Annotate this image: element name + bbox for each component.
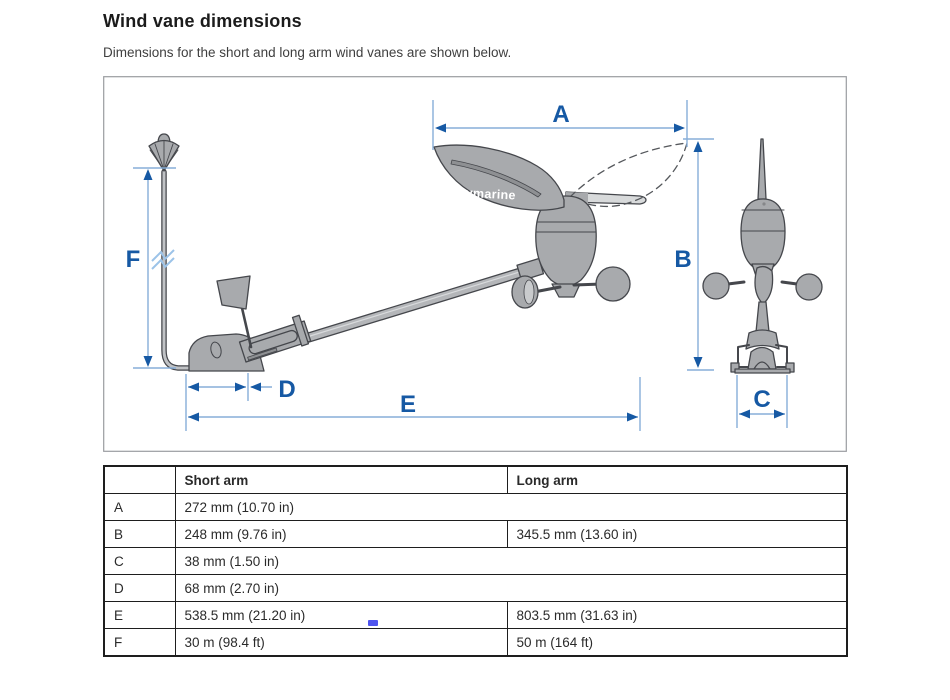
- dimension-label-a: A: [552, 101, 570, 128]
- dimension-label-f: F: [125, 246, 141, 273]
- row-letter: A: [104, 494, 175, 521]
- dimension-label-c: C: [753, 386, 771, 413]
- table-row: [104, 521, 847, 548]
- dimension-label-b: B: [674, 246, 692, 273]
- table-row: [104, 575, 847, 602]
- row-value-long: 345.5 mm (13.60 in): [507, 521, 847, 548]
- page-title: Wind vane dimensions: [103, 11, 302, 31]
- row-letter: C: [104, 548, 175, 575]
- corner-header-cell: [104, 466, 175, 494]
- row-value-short: 538.5 mm (21.20 in): [175, 602, 507, 629]
- row-letter: E: [104, 602, 175, 629]
- table-row: [104, 548, 847, 575]
- table-row: [104, 494, 847, 521]
- wind-vane-diagram: [103, 76, 847, 452]
- table-row: [104, 602, 847, 629]
- column-header-short-arm: Short arm: [175, 466, 507, 494]
- wind-vane-figure: [103, 76, 847, 457]
- table-row: [104, 629, 847, 657]
- row-letter: F: [104, 629, 175, 657]
- dimensions-table: [103, 465, 848, 657]
- table-header-row: [104, 466, 847, 494]
- figure-border: [104, 77, 847, 452]
- row-value: 272 mm (10.70 in): [175, 494, 847, 521]
- row-value: 38 mm (1.50 in): [175, 548, 847, 575]
- row-value-long: 803.5 mm (31.63 in): [507, 602, 847, 629]
- row-value-long: 50 m (164 ft): [507, 629, 847, 657]
- cursor-artifact: [368, 620, 378, 626]
- brand-logo-text: Raymarine: [448, 185, 517, 203]
- row-letter: B: [104, 521, 175, 548]
- dimension-label-d: D: [278, 376, 296, 403]
- dimension-label-e: E: [399, 391, 417, 418]
- row-value-short: 248 mm (9.76 in): [175, 521, 507, 548]
- row-letter: D: [104, 575, 175, 602]
- column-header-long-arm: Long arm: [507, 466, 847, 494]
- page-subtitle: Dimensions for the short and long arm wind vanes are shown below.: [103, 45, 512, 60]
- row-value: 68 mm (2.70 in): [175, 575, 847, 602]
- row-value-short: 30 m (98.4 ft): [175, 629, 507, 657]
